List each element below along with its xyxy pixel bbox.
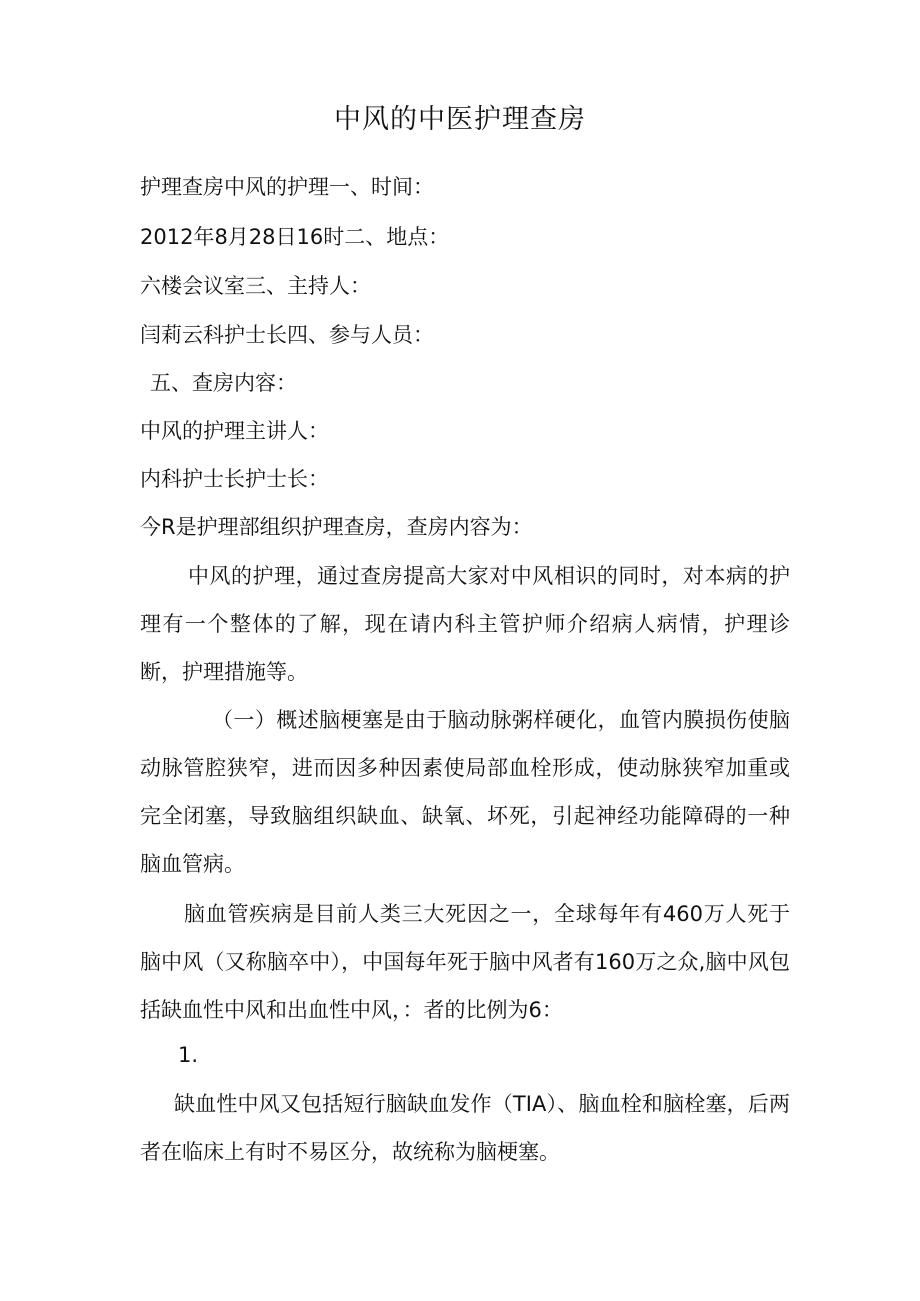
paragraph-purpose: 中风的护理，通过查房提高大家对中风相识的同时，对本病的护理有一个整体的了解，现在请内科主管护师介绍病人病情，护理诊断，护理措施等。: [140, 564, 790, 684]
meta-line-place: 2012年8月28日16时二、地点：: [140, 225, 450, 249]
meta-line-host: 六楼会议室三、主持人：: [140, 274, 371, 298]
paragraph-number: 1.: [178, 1043, 199, 1067]
meta-line-intro: 今R是护理部组织护理查房，查房内容为：: [140, 515, 533, 539]
meta-line-content: 五、查房内容：: [150, 371, 297, 395]
document-title: 中风的中医护理查房: [334, 104, 586, 135]
meta-line-time: 护理查房中风的护理一、时间：: [140, 175, 434, 199]
paragraph-overview: （一）概述脑梗塞是由于脑动脉粥样硬化，血管内膜损伤使脑动脉管腔狭窄，进而因多种因素使局部血栓形成，使动脉狭窄加重或完全闭塞，导致脑组织缺血、缺氧、坏死，引起神经功能障碍的一种脑血管病。: [140, 708, 790, 876]
paragraph-ischemic: 缺血性中风又包括短行脑缺血发作（TIA）、脑血栓和脑栓塞，后两者在临床上有时不易区分，故统称为脑梗塞。: [140, 1092, 790, 1164]
meta-line-speaker: 中风的护理主讲人：: [140, 419, 329, 443]
meta-line-participants: 闫莉云科护士长四、参与人员：: [140, 323, 434, 347]
meta-line-head-nurse: 内科护士长护士长：: [140, 467, 329, 491]
paragraph-epidemiology: 脑血管疾病是目前人类三大死因之一，全球每年有460万人死于脑中风（又称脑卒中），中国每年死于脑中风者有160万之众,脑中风包括缺血性中风和出血性中风，：者的比例为6：: [140, 902, 790, 1022]
